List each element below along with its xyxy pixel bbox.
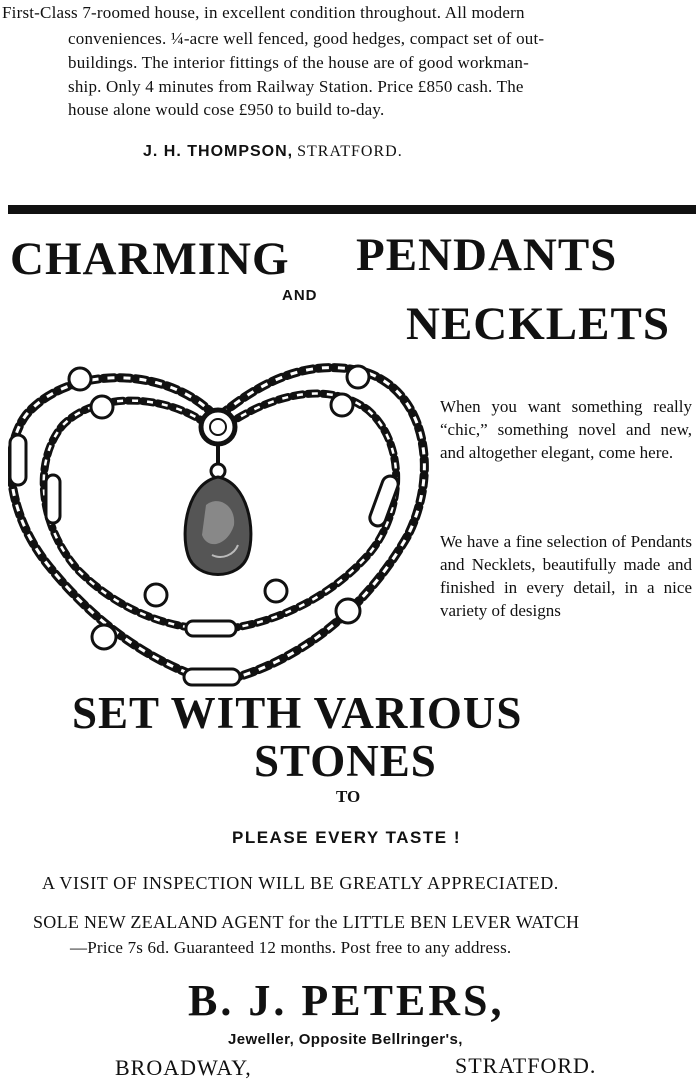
copy-paragraph-selection: We have a fine selection of Pendants and Necklets, beautifully made and finished in every detail, in a nice variety of designs [440, 532, 692, 620]
agency-line2: —Price 7s 6d. Guaranteed 12 months. Post free to any address. [70, 938, 512, 957]
copy-paragraph-chic: When you want something really “chic,” something novel and new, and altogether elegant, come here. [440, 397, 692, 462]
agent-name: J. H. THOMPSON, [143, 143, 294, 160]
firm-trade: Jeweller, Opposite Bellringer's, [228, 1031, 463, 1048]
headline-charming: CHARMING [10, 233, 290, 285]
agency-line1: SOLE NEW ZEALAND AGENT for the LITTLE BEN LEVER WATCH [33, 912, 580, 932]
please-every-taste: PLEASE EVERY TASTE ! [232, 828, 462, 847]
agent-place: STRATFORD. [297, 143, 403, 160]
subheadline-line2: STONES [254, 736, 437, 786]
subheadline-line1: SET WITH VARIOUS [72, 688, 523, 738]
notice-line: First-Class 7-roomed house, in excellent condition throughout. All modern [2, 3, 525, 22]
divider-rule [8, 205, 696, 214]
notice-line: house alone would cose £950 to build to-day. [68, 100, 385, 119]
notice-line: buildings. The interior fittings of the house are of good workman- [68, 53, 529, 72]
notice-signature [143, 143, 403, 161]
notice-line: conveniences. ¼-acre well fenced, good hedges, compact set of out- [68, 29, 545, 48]
notice-line: ship. Only 4 minutes from Railway Station. Price £850 cash. The [68, 77, 524, 96]
headline-necklets: NECKLETS [406, 298, 670, 350]
headline-and: AND [282, 287, 318, 304]
firm-street: BROADWAY, [115, 1055, 252, 1080]
firm-town: STRATFORD. [455, 1053, 597, 1078]
necklace-with-pendant-icon [8, 355, 433, 690]
visit-invitation: A VISIT OF INSPECTION WILL BE GREATLY APPRECIATED. [42, 873, 559, 893]
headline-pendants: PENDANTS [356, 229, 618, 281]
subheadline-to: TO [336, 787, 361, 806]
firm-name: B. J. PETERS, [188, 976, 505, 1025]
